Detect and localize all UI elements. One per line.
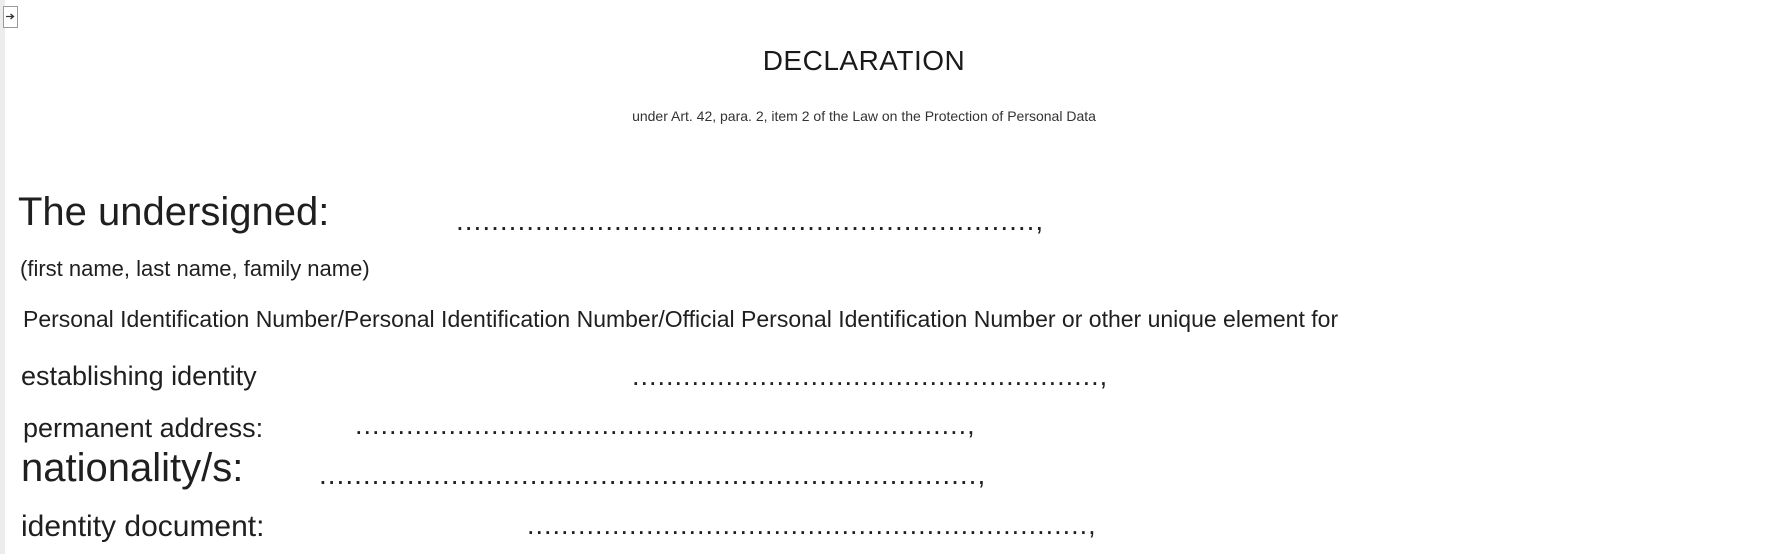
- document-title: DECLARATION: [762, 45, 966, 76]
- establishing-identity-label: establishing identity: [21, 361, 257, 391]
- nationality-fill-line[interactable]: ...........................................................................,: [319, 459, 987, 490]
- undersigned-fill-line[interactable]: ..................................................................,: [456, 205, 1045, 236]
- establishing-identity-fill-line[interactable]: .......................................................,: [632, 361, 1109, 391]
- permanent-address-fill-line[interactable]: ........................................................................,: [355, 410, 976, 440]
- name-hint: (first name, last name, family name): [20, 256, 370, 281]
- arrow-right-icon: [5, 12, 16, 21]
- nationality-label: nationality/s:: [21, 446, 244, 490]
- identity-document-fill-line[interactable]: ..................................................................,: [527, 510, 1097, 540]
- page-margin-edge: [0, 0, 5, 554]
- identity-document-label: identity document:: [21, 510, 265, 543]
- document-subtitle: under Art. 42, para. 2, item 2 of the Law on the Protection of Personal Data: [632, 108, 1096, 124]
- permanent-address-label: permanent address:: [23, 413, 264, 443]
- paragraph-anchor-icon[interactable]: [3, 6, 18, 28]
- pin-description: Personal Identification Number/Personal Identification Number/Official Personal Identification Number or other unique element for: [23, 306, 1339, 332]
- undersigned-label: The undersigned:: [18, 190, 330, 234]
